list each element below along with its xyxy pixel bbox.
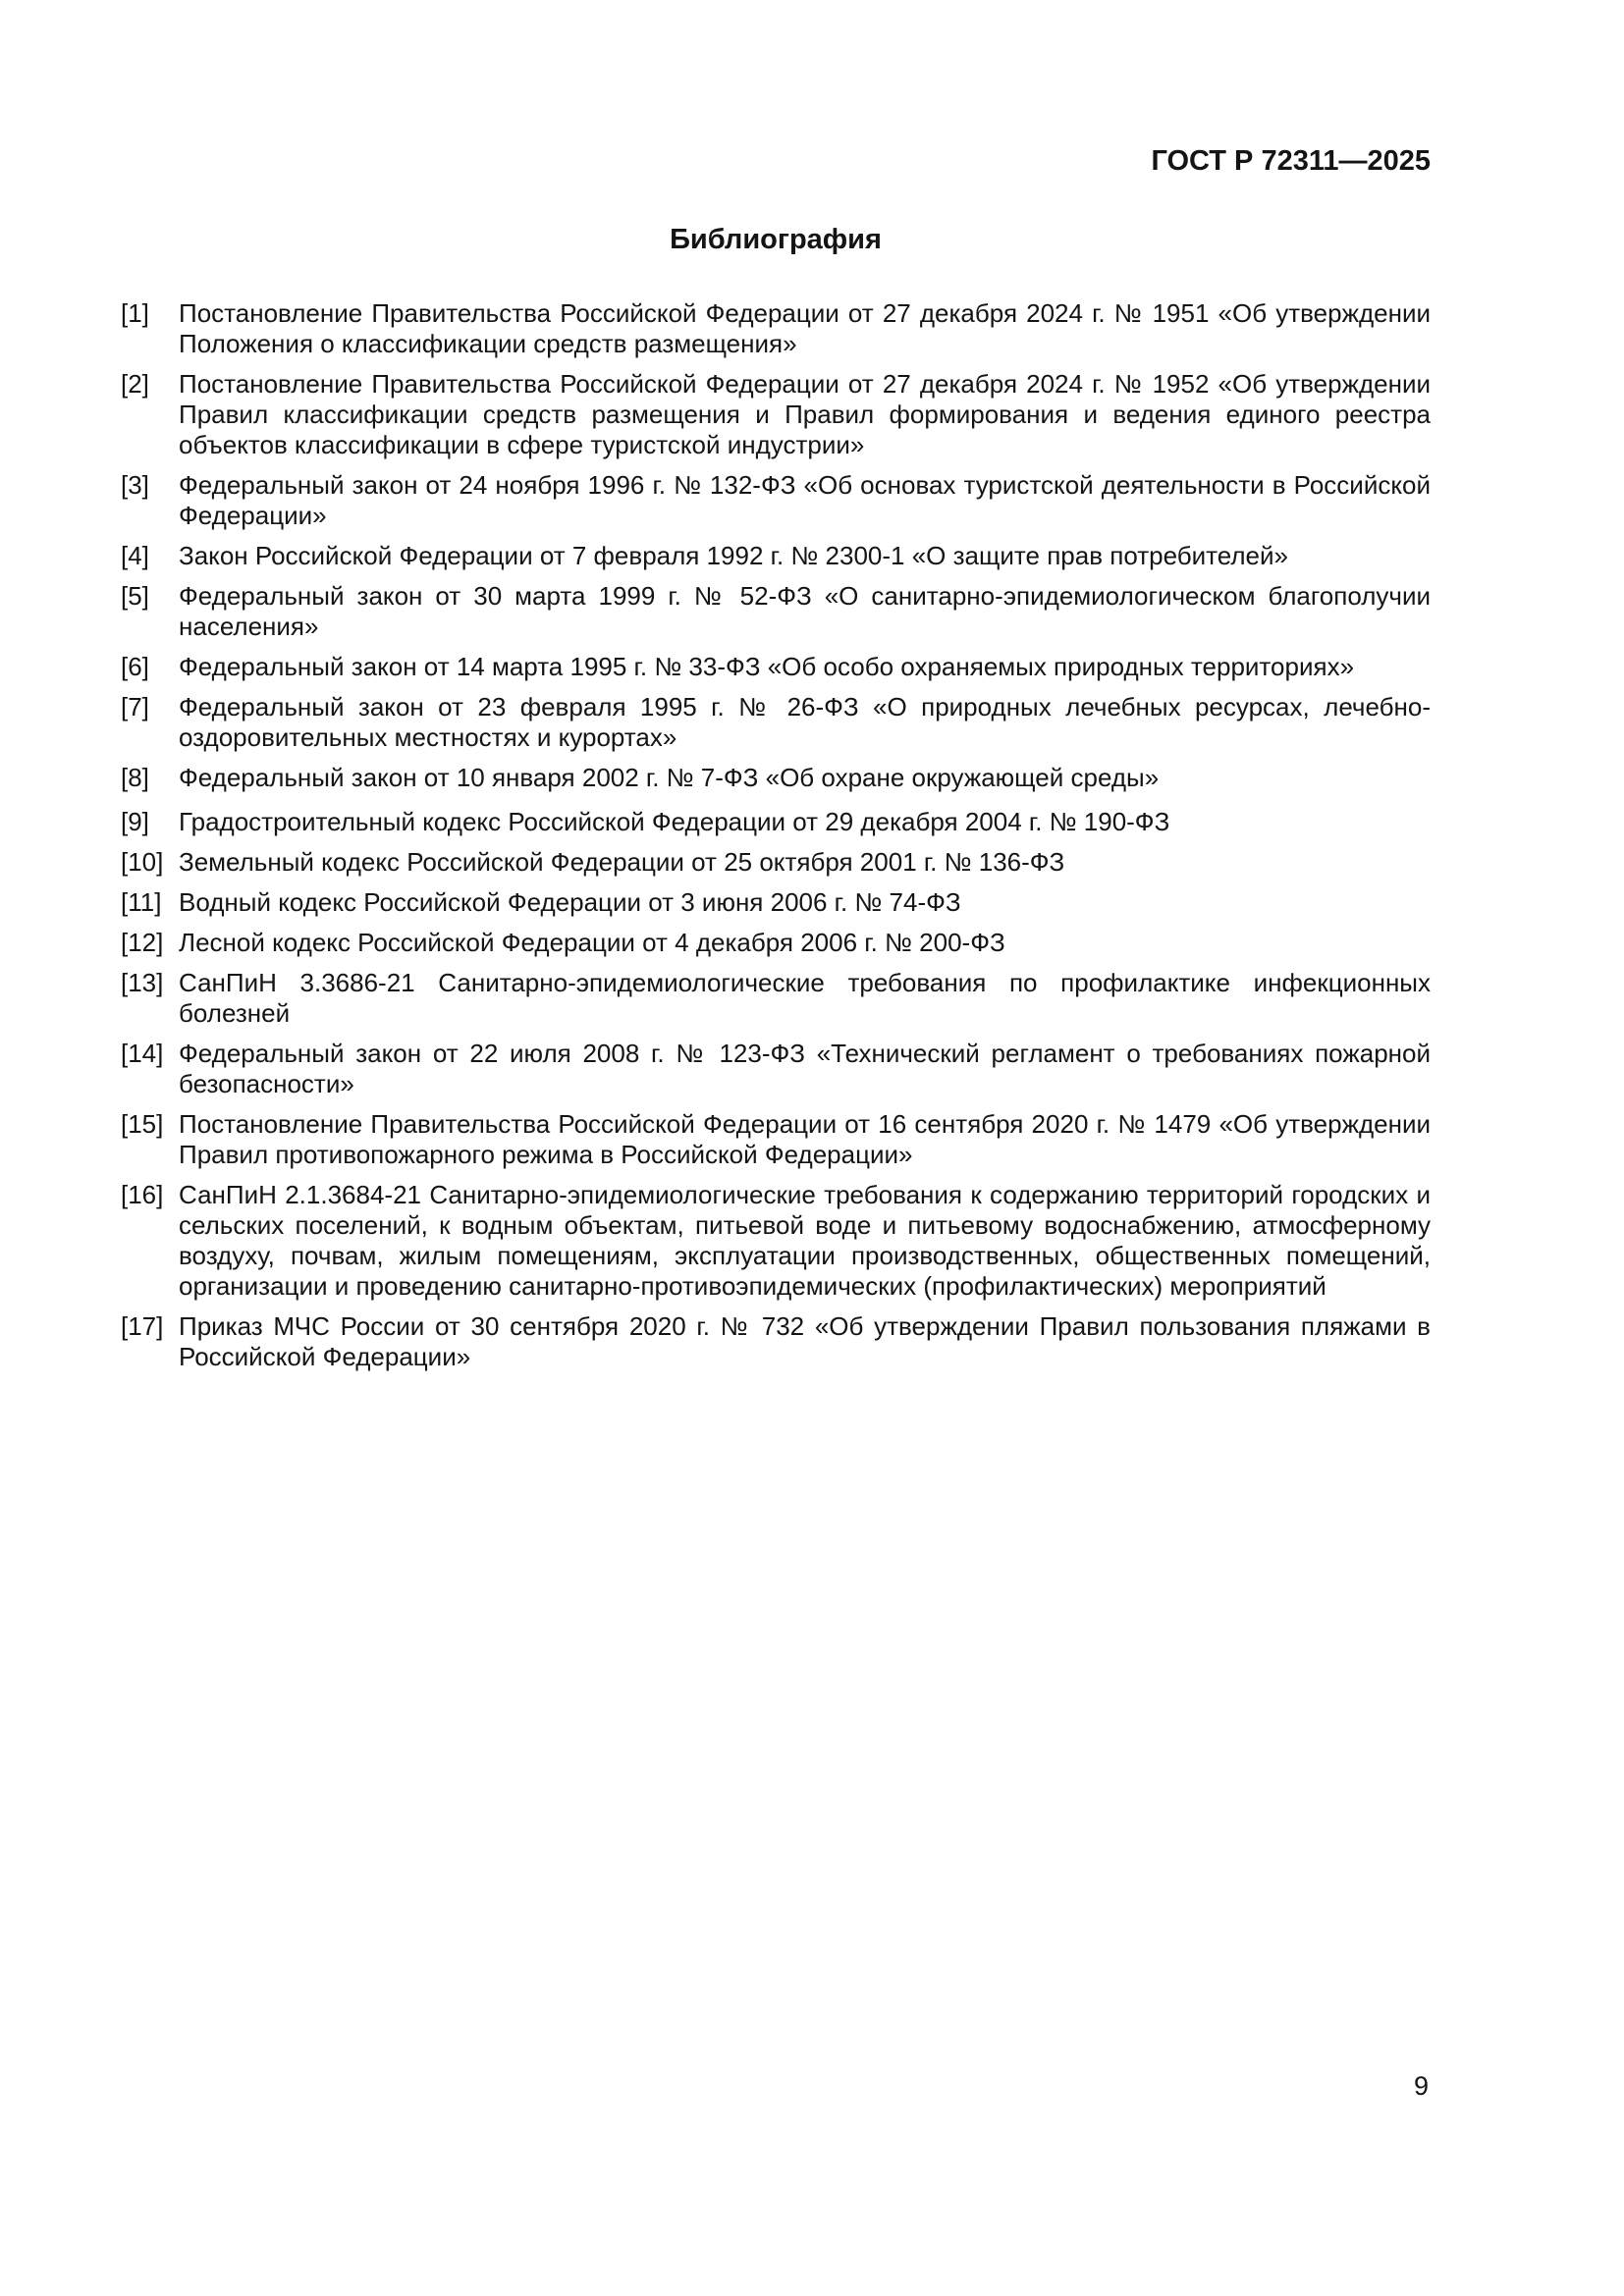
bibliography-entry-text: Федеральный закон от 10 января 2002 г. № 7-ФЗ «Об охране окружающей среды» <box>179 763 1160 792</box>
bibliography-entry-number: [12] <box>121 928 164 957</box>
bibliography-entry <box>121 298 1431 359</box>
bibliography-entry-text: Закон Российской Федерации от 7 февраля 1992 г. № 2300-1 «О защите прав потребителей» <box>179 541 1288 570</box>
bibliography-entry-number: [3] <box>121 470 149 500</box>
bibliography-entry-text: Приказ МЧС России от 30 сентября 2020 г. № 732 «Об утверждении Правил пользования пляжами в Российской Федерации» <box>179 1311 1431 1371</box>
bibliography-entry <box>121 968 1431 1029</box>
bibliography-entry-number: [6] <box>121 652 149 681</box>
bibliography-entry <box>121 369 1431 460</box>
bibliography-entry <box>121 581 1431 642</box>
bibliography-entry-number: [8] <box>121 763 149 792</box>
bibliography-entry-number: [14] <box>121 1039 164 1068</box>
bibliography-entry <box>121 928 1431 958</box>
bibliography-entry-text: СанПиН 3.3686-21 Санитарно-эпидемиологические требования по профилактике инфекционных болезней <box>179 968 1431 1028</box>
bibliography-entry-text: Федеральный закон от 30 марта 1999 г. № 52-ФЗ «О санитарно-эпидемиологическом благополучии населения» <box>179 581 1431 641</box>
bibliography-entry-text: Федеральный закон от 23 февраля 1995 г. № 26-ФЗ «О природных лечебных ресурсах, лечебно-оздоровительных местностях и курортах» <box>179 692 1431 752</box>
bibliography-entry <box>121 1311 1431 1372</box>
bibliography-entry <box>121 1109 1431 1170</box>
bibliography-entry-number: [15] <box>121 1109 164 1139</box>
bibliography-entry-number: [13] <box>121 968 164 997</box>
bibliography-entry-number: [1] <box>121 298 149 328</box>
bibliography-entry <box>121 1180 1431 1302</box>
bibliography-entry-text: Водный кодекс Российской Федерации от 3 июня 2006 г. № 74-ФЗ <box>179 887 961 917</box>
bibliography-list <box>121 298 1431 1382</box>
running-header-document-code: ГОСТ Р 72311—2025 <box>1151 145 1431 177</box>
bibliography-entry <box>121 541 1431 571</box>
bibliography-entry <box>121 847 1431 878</box>
page-number: 9 <box>1413 2071 1429 2101</box>
bibliography-entry-number: [2] <box>121 369 149 399</box>
bibliography-entry-number: [16] <box>121 1180 164 1209</box>
bibliography-entry-number: [9] <box>121 807 149 836</box>
bibliography-entry <box>121 692 1431 753</box>
bibliography-entry <box>121 887 1431 918</box>
bibliography-entry-text: Постановление Правительства Российской Федерации от 27 декабря 2024 г. № 1952 «Об утверждении Правил классификации средств размещения и Правил формирования и ведения единого реестра объектов классификации в сфере туристской индустрии» <box>179 369 1431 459</box>
bibliography-entry-text: Земельный кодекс Российской Федерации от 25 октября 2001 г. № 136-ФЗ <box>179 847 1065 877</box>
bibliography-entry-text: Федеральный закон от 24 ноября 1996 г. № 132-ФЗ «Об основах туристской деятельности в Российской Федерации» <box>179 470 1431 530</box>
bibliography-entry-number: [10] <box>121 847 164 877</box>
bibliography-entry-number: [11] <box>121 887 162 917</box>
bibliography-entry-number: [5] <box>121 581 149 611</box>
bibliography-entry-text: Постановление Правительства Российской Федерации от 16 сентября 2020 г. № 1479 «Об утверждении Правил противопожарного режима в Российской Федерации» <box>179 1109 1431 1169</box>
bibliography-entry-text: Постановление Правительства Российской Федерации от 27 декабря 2024 г. № 1951 «Об утверждении Положения о классификации средств размещения» <box>179 298 1431 358</box>
bibliography-entry <box>121 470 1431 531</box>
bibliography-entry-text: Федеральный закон от 22 июля 2008 г. № 123-ФЗ «Технический регламент о требованиях пожарной безопасности» <box>179 1039 1431 1098</box>
page-title: Библиография <box>670 224 882 255</box>
bibliography-entry-text: Федеральный закон от 14 марта 1995 г. № 33-ФЗ «Об особо охраняемых природных территориях» <box>179 652 1355 681</box>
bibliography-entry-number: [7] <box>121 692 149 721</box>
bibliography-entry <box>121 1039 1431 1099</box>
bibliography-entry <box>121 652 1431 682</box>
bibliography-entry-number: [17] <box>121 1311 164 1341</box>
bibliography-entry-text: Лесной кодекс Российской Федерации от 4 декабря 2006 г. № 200-ФЗ <box>179 928 1005 957</box>
bibliography-entry-number: [4] <box>121 541 149 570</box>
bibliography-entry <box>121 763 1431 793</box>
bibliography-entry-text: СанПиН 2.1.3684-21 Санитарно-эпидемиологические требования к содержанию территорий городских и сельских поселений, к водным объектам, питьевой воде и питьевому водоснабжению, атмосферному воздуху, почвам, жилым помещениям, эксплуатации производственных, общественных помещений, организации и проведению санитарно-противоэпидемических (профилактических) мероприятий <box>179 1180 1431 1301</box>
bibliography-entry <box>121 807 1431 837</box>
bibliography-entry-text: Градостроительный кодекс Российской Федерации от 29 декабря 2004 г. № 190-ФЗ <box>179 807 1170 836</box>
